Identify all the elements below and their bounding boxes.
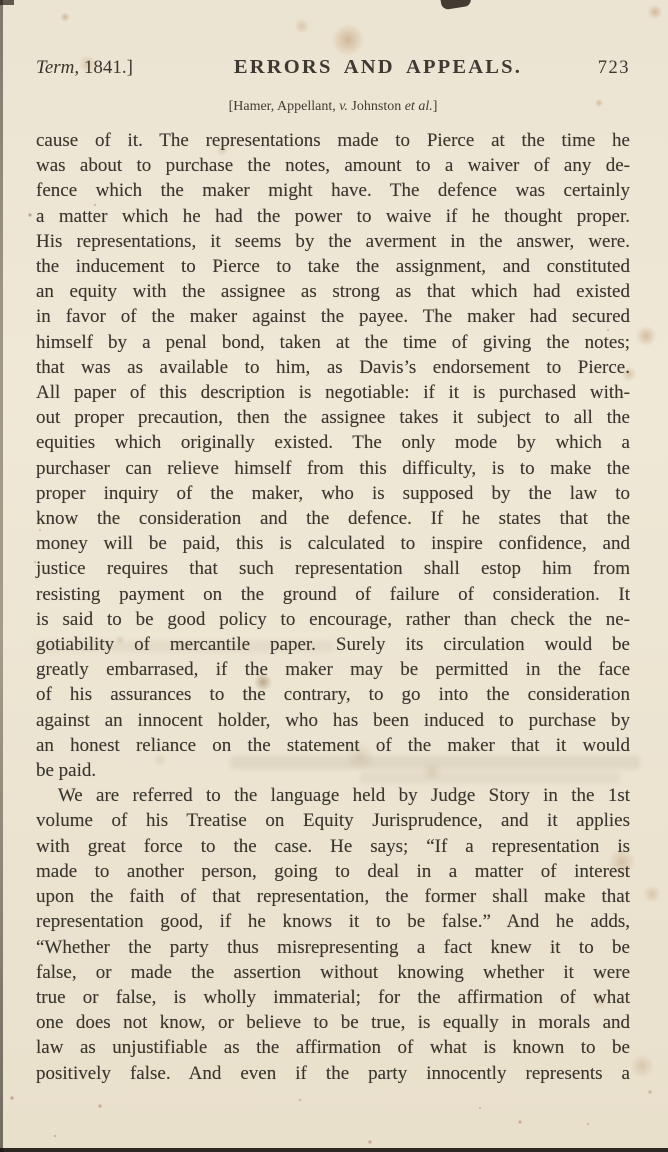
scan-edge-left xyxy=(0,0,3,1152)
caption-close-bracket: ] xyxy=(432,99,438,114)
text-line: cause of it. The representations made to Pierce at the time he xyxy=(36,130,630,151)
text-line: false, or made the assertion without knowing whether it were xyxy=(36,961,630,983)
show-through-text-band xyxy=(360,772,620,783)
text-line: be paid. xyxy=(36,760,97,782)
term-word: Term, xyxy=(36,57,80,78)
body-text xyxy=(36,128,630,1086)
text-line: an equity with the assignee as strong as that which had existed xyxy=(36,281,630,303)
scan-corner-top-left xyxy=(0,0,14,5)
text-line: with great force to the case. He says; “If a representation is xyxy=(36,835,630,857)
scan-edge-top-wedge xyxy=(440,0,472,10)
text-line: know the consideration and the defence. If he states that the xyxy=(36,508,630,530)
text-line: in favor of the maker against the payee. The maker had secured xyxy=(36,306,630,328)
caption-et-al: et al. xyxy=(404,99,433,114)
page-number: 723 xyxy=(597,58,630,78)
scan-edge-bottom xyxy=(0,1148,668,1152)
text-line: money will be paid, this is calculated to inspire confidence, and xyxy=(36,533,630,555)
text-line: greatly embarrased, if the maker may be permitted in the face xyxy=(36,659,630,681)
text-line: made to another person, going to deal in a matter of interest xyxy=(36,860,630,882)
show-through-text-band xyxy=(34,641,334,652)
text-line: one does not know, or believe to be true, is equally in morals and xyxy=(36,1012,630,1034)
paragraph xyxy=(36,783,630,1085)
text-line: against an innocent holder, who has been induced to purchase by xyxy=(36,709,630,731)
text-line: was about to purchase the notes, amount to a waiver of any de- xyxy=(36,155,630,177)
show-through-text-band xyxy=(230,756,640,769)
text-line: upon the faith of that representation, the former shall make that xyxy=(36,886,630,908)
text-line: We are referred to the language held by Judge Story in the 1st xyxy=(57,785,630,807)
text-line: an honest reliance on the statement of the maker that it would xyxy=(36,734,630,756)
text-line: out proper precaution, then the assignee takes it subject to all the xyxy=(36,407,630,429)
running-head xyxy=(36,54,630,81)
case-caption xyxy=(36,98,630,115)
text-line: gotiability of mercantile paper. Surely its circulation would be xyxy=(36,634,630,656)
caption-defendant: Johnston xyxy=(347,99,405,114)
text-line: a matter which he had the power to waive if he thought proper. xyxy=(36,205,630,227)
text-line: proper inquiry of the maker, who is supposed by the law to xyxy=(36,482,630,504)
text-line: that was as available to him, as Davis’s endorsement to Pierce. xyxy=(36,356,630,378)
text-line: law as unjustifiable as the affirmation of what is known to be xyxy=(36,1037,630,1059)
running-title: ERRORS AND APPEALS. xyxy=(233,56,523,78)
caption-versus: v. xyxy=(339,99,348,114)
text-line: volume of his Treatise on Equity Jurisprudence, and it applies xyxy=(36,810,630,832)
term-date xyxy=(36,55,186,81)
text-line: resisting payment on the ground of failure of consideration. It xyxy=(36,583,630,605)
text-line: equities which originally existed. The only mode by which a xyxy=(36,432,630,454)
text-line: of his assurances to the contrary, to go into the consideration xyxy=(36,684,630,706)
text-line: All paper of this description is negotiable: if it is purchased with- xyxy=(36,382,630,404)
text-line: justice requires that such representation shall estop him from xyxy=(36,558,630,580)
caption-parties: [Hamer, Appellant, xyxy=(228,99,340,114)
text-line: the inducement to Pierce to take the assignment, and constituted xyxy=(36,256,630,278)
text-line: “Whether the party thus misrepresenting a fact knew it to be xyxy=(36,936,630,958)
term-year: 1841.] xyxy=(79,57,133,78)
paragraph xyxy=(36,128,630,783)
text-line: true or false, is wholly immaterial; for the affirmation of what xyxy=(36,986,630,1008)
text-line: is said to be good policy to encourage, rather than check the ne- xyxy=(36,608,630,630)
text-line: fence which the maker might have. The defence was certainly xyxy=(36,180,630,202)
text-line: positively false. And even if the party innocently represents a xyxy=(36,1062,630,1084)
text-line: purchaser can relieve himself from this difficulty, is to make the xyxy=(36,457,630,479)
text-line: himself by a penal bond, taken at the time of giving the notes; xyxy=(36,331,630,353)
text-line: His representations, it seems by the averment in the answer, were. xyxy=(36,230,630,252)
text-line: representation good, if he knows it to be false.” And he adds, xyxy=(36,911,630,933)
